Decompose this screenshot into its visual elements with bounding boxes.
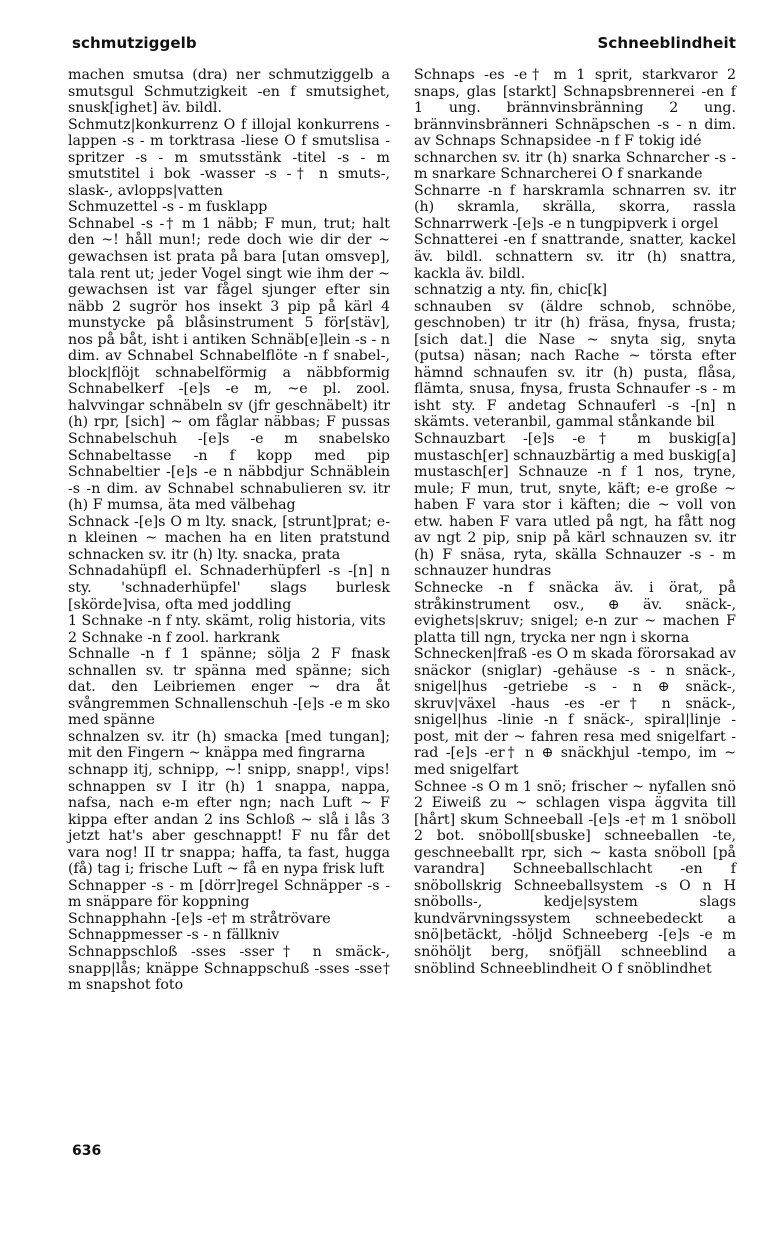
dictionary-entry: 1 Schnake -n f nty. skämt, rolig historia, vits	[68, 613, 386, 630]
right-column	[414, 67, 736, 977]
dictionary-entry: Schnatterei -en f snattrande, snatter, kackel äv. bildl. schnattern sv. itr (h) snattra, kackla äv. bildl.	[414, 232, 736, 282]
dictionary-entry: schnauben sv (äldre schnob, schnöbe, geschnoben) tr itr (h) fräsa, fnysa, frusta; [sich dat.] die Nase ~ snyta sig, snyta (putsa) näsan; nach Rache ~ törsta efter hämnd schnaufen sv. itr (h) pusta, flåsa, flämta, snusa, fnysa, frusta Schnaufer -s - m isht sty. F andetag Schnauferl -s -[n] n skämts. veteranbil, gammal stånkande bil	[414, 298, 736, 431]
dictionary-entry: schnapp itj, schnipp, ~! snipp, snapp!, vips! schnappen sv I itr (h) 1 snappa, nappa, nafsa, nach e-m efter ngn; nach Luft ~ F kippa efter andan 2 ins Schloß ~ slå i lås 3 jetzt hat's aber geschnappt! F nu får det vara nog! II tr snappa; haffa, ta fast, hugga (få) tag i; frische Luft ~ få en nypa frisk luft	[68, 761, 390, 878]
dictionary-entry: Schnapphahn -[e]s -e† m stråtrövare	[68, 910, 331, 927]
dictionary-entry: Schnabel -s -† m 1 näbb; F mun, trut; halt den ~! håll mun!; rede doch wie dir der ~ gewachsen ist prata på bara [utan omsvep], tala rent ut; jeder Vogel singt wie ihm der ~ gewachsen ist var fågel sjunger efter sin näbb 2 sugrör hos insekt 3 pip på kärl 4 munstycke på blåsinstrument 5 för[stäv], nos på båt, isht i antiken Schnäb[e]lein -s - n dim. av Schnabel Schnabelflöte -n f snabel-, block|flöjt schnabelförmig a näbbformig Schnabelkerf -[e]s -e m, ~e pl. zool. halvvingar schnäbeln sv (jfr geschnäbelt) itr (h) rpr, [sich] ~ om fåglar näbbas; F pussas Schnabelschuh -[e]s -e m snabelsko Schnabeltasse -n f kopp med pip Schnabeltier -[e]s -e n näbbdjur Schnäblein -s -n dim. av Schnabel schnabulieren sv. itr (h) F mumsa, äta med välbehag	[68, 215, 390, 514]
dictionary-entry: Schnappschloß -sses -sser† n smäck-, snapp|lås; knäppe Schnappschuß -sses -sse† m snapshot foto	[68, 943, 390, 994]
page-number: 636	[72, 1143, 102, 1159]
dictionary-entry: Schnecke -n f snäcka äv. i örat, på stråkinstrument osv., ⊕ äv. snäck-, evighets|skruv; snigel; e-n zur ~ machen F platta till ngn, trycka ner ngn i skorna	[414, 579, 736, 646]
dictionary-entry: Schnee -s O m 1 snö; frischer ~ nyfallen snö 2 Eiweiß zu ~ schlagen vispa äggvita till [hårt] skum Schneeball -[e]s -e† m 1 snöboll 2 bot. snöboll[sbuske] schneeballen -te, geschneeballt rpr, sich ~ kasta snöboll [på varandra] Schneeballschlacht -en f snöbollskrig Schneeballsystem -s O n H snöbolls-, kedje|system slags kundvärvningssystem schneebedeckt a snö|betäckt, -höljd Schneeberg -[e]s -e m snöhöljt berg, snöfjäll schneeblind a snöblind Schneeblindheit O f snöblindhet	[414, 778, 736, 977]
dictionary-entry: Schmutz|konkurrenz O f illojal konkurrens -lappen -s - m torktrasa -liese O f smutslisa -spritzer -s - m smutsstänk -titel -s - m smutstitel i bok -wasser -s -† n smuts-, slask-, avlopps|vatten	[68, 116, 390, 199]
dictionary-entry: Schnaps -es -e† m 1 sprit, starkvaror 2 snaps, glas [starkt] Schnapsbrennerei -en f 1 ung. brännvinsbränning 2 ung. brännvinsbränneri Schnäpschen -s - n dim. av Schnaps Schnapsidee -n f F tokig idé	[414, 67, 736, 150]
running-head-right: Schneeblindheit	[597, 34, 736, 52]
dictionary-entry: schnarchen sv. itr (h) snarka Schnarcher -s - m snarkare Schnarcherei O f snarkande	[414, 149, 736, 183]
dictionary-entry: schnalzen sv. itr (h) smacka [med tungan]; mit den Fingern ~ knäppa med fingrarna	[68, 728, 390, 762]
dictionary-entry: Schnauzbart -[e]s -e† m buskig[a] mustasch[er] schnauzbärtig a med buskig[a] mustasch[er] Schnauze -n f 1 nos, tryne, mule; F mun, trut, snyte, käft; e-e große ~ haben F vara stor i käften; die ~ voll von etw. haben F vara utled på ngt, ha fått nog av ngt 2 pip, snip på kärl schnauzen sv. itr (h) F snäsa, ryta, skälla Schnauzer -s - m schnauzer hundras	[414, 431, 736, 580]
running-head-left: schmutziggelb	[72, 34, 197, 52]
dictionary-entry: Schnapper -s - m [dörr]regel Schnäpper -s - m snäppare för koppning	[68, 877, 390, 911]
left-column	[68, 67, 390, 994]
dictionary-entry: Schnappmesser -s - n fällkniv	[68, 927, 280, 944]
dictionary-entry: schnatzig a nty. fin, chic[k]	[414, 282, 608, 299]
dictionary-entry: Schnecken|fraß -es O m skada förorsakad av snäckor (sniglar) -gehäuse -s - n snäck-, snigel|hus -getriebe -s - n ⊕ snäck-, skruv|växel -haus -es -er† n snäck-, snigel|hus -linie -n f snäck-, spiral|linje -post, mit der ~ fahren resa med snigelfart -rad -[e]s -er† n ⊕ snäckhjul -tempo, im ~ med snigelfart	[414, 646, 736, 778]
dictionary-entry: Schnack -[e]s O m lty. snack, [strunt]prat; e-n kleinen ~ machen ha en liten pratstund schnacken sv. itr (h) lty. snacka, prata	[68, 513, 390, 563]
dictionary-entry: Schnadahüpfl el. Schnaderhüpferl -s -[n] n sty. 'schnaderhüpfel' slags burlesk [skörde]visa, ofta med joddling	[68, 563, 390, 613]
dictionary-entry: Schnalle -n f 1 spänne; sölja 2 F fnask schnallen sv. tr spänna med spänne; sich dat. den Leibriemen enger ~ dra åt svångremmen Schnallenschuh -[e]s -e m sko med spänne	[68, 646, 390, 729]
dictionary-entry: Schmuzettel -s - m fusklapp	[68, 199, 268, 216]
dictionary-entry: machen smutsa (dra) ner schmutziggelb a smutsgul Schmutzigkeit -en f smutsighet, snusk[ighet] äv. bildl.	[68, 67, 390, 117]
dictionary-entry: 2 Schnake -n f zool. harkrank	[68, 629, 280, 646]
dictionary-entry: Schnarre -n f harskramla schnarren sv. itr (h) skramla, skrälla, skorra, rassla Schnarrwerk -[e]s -e n tungpipverk i orgel	[414, 182, 736, 232]
